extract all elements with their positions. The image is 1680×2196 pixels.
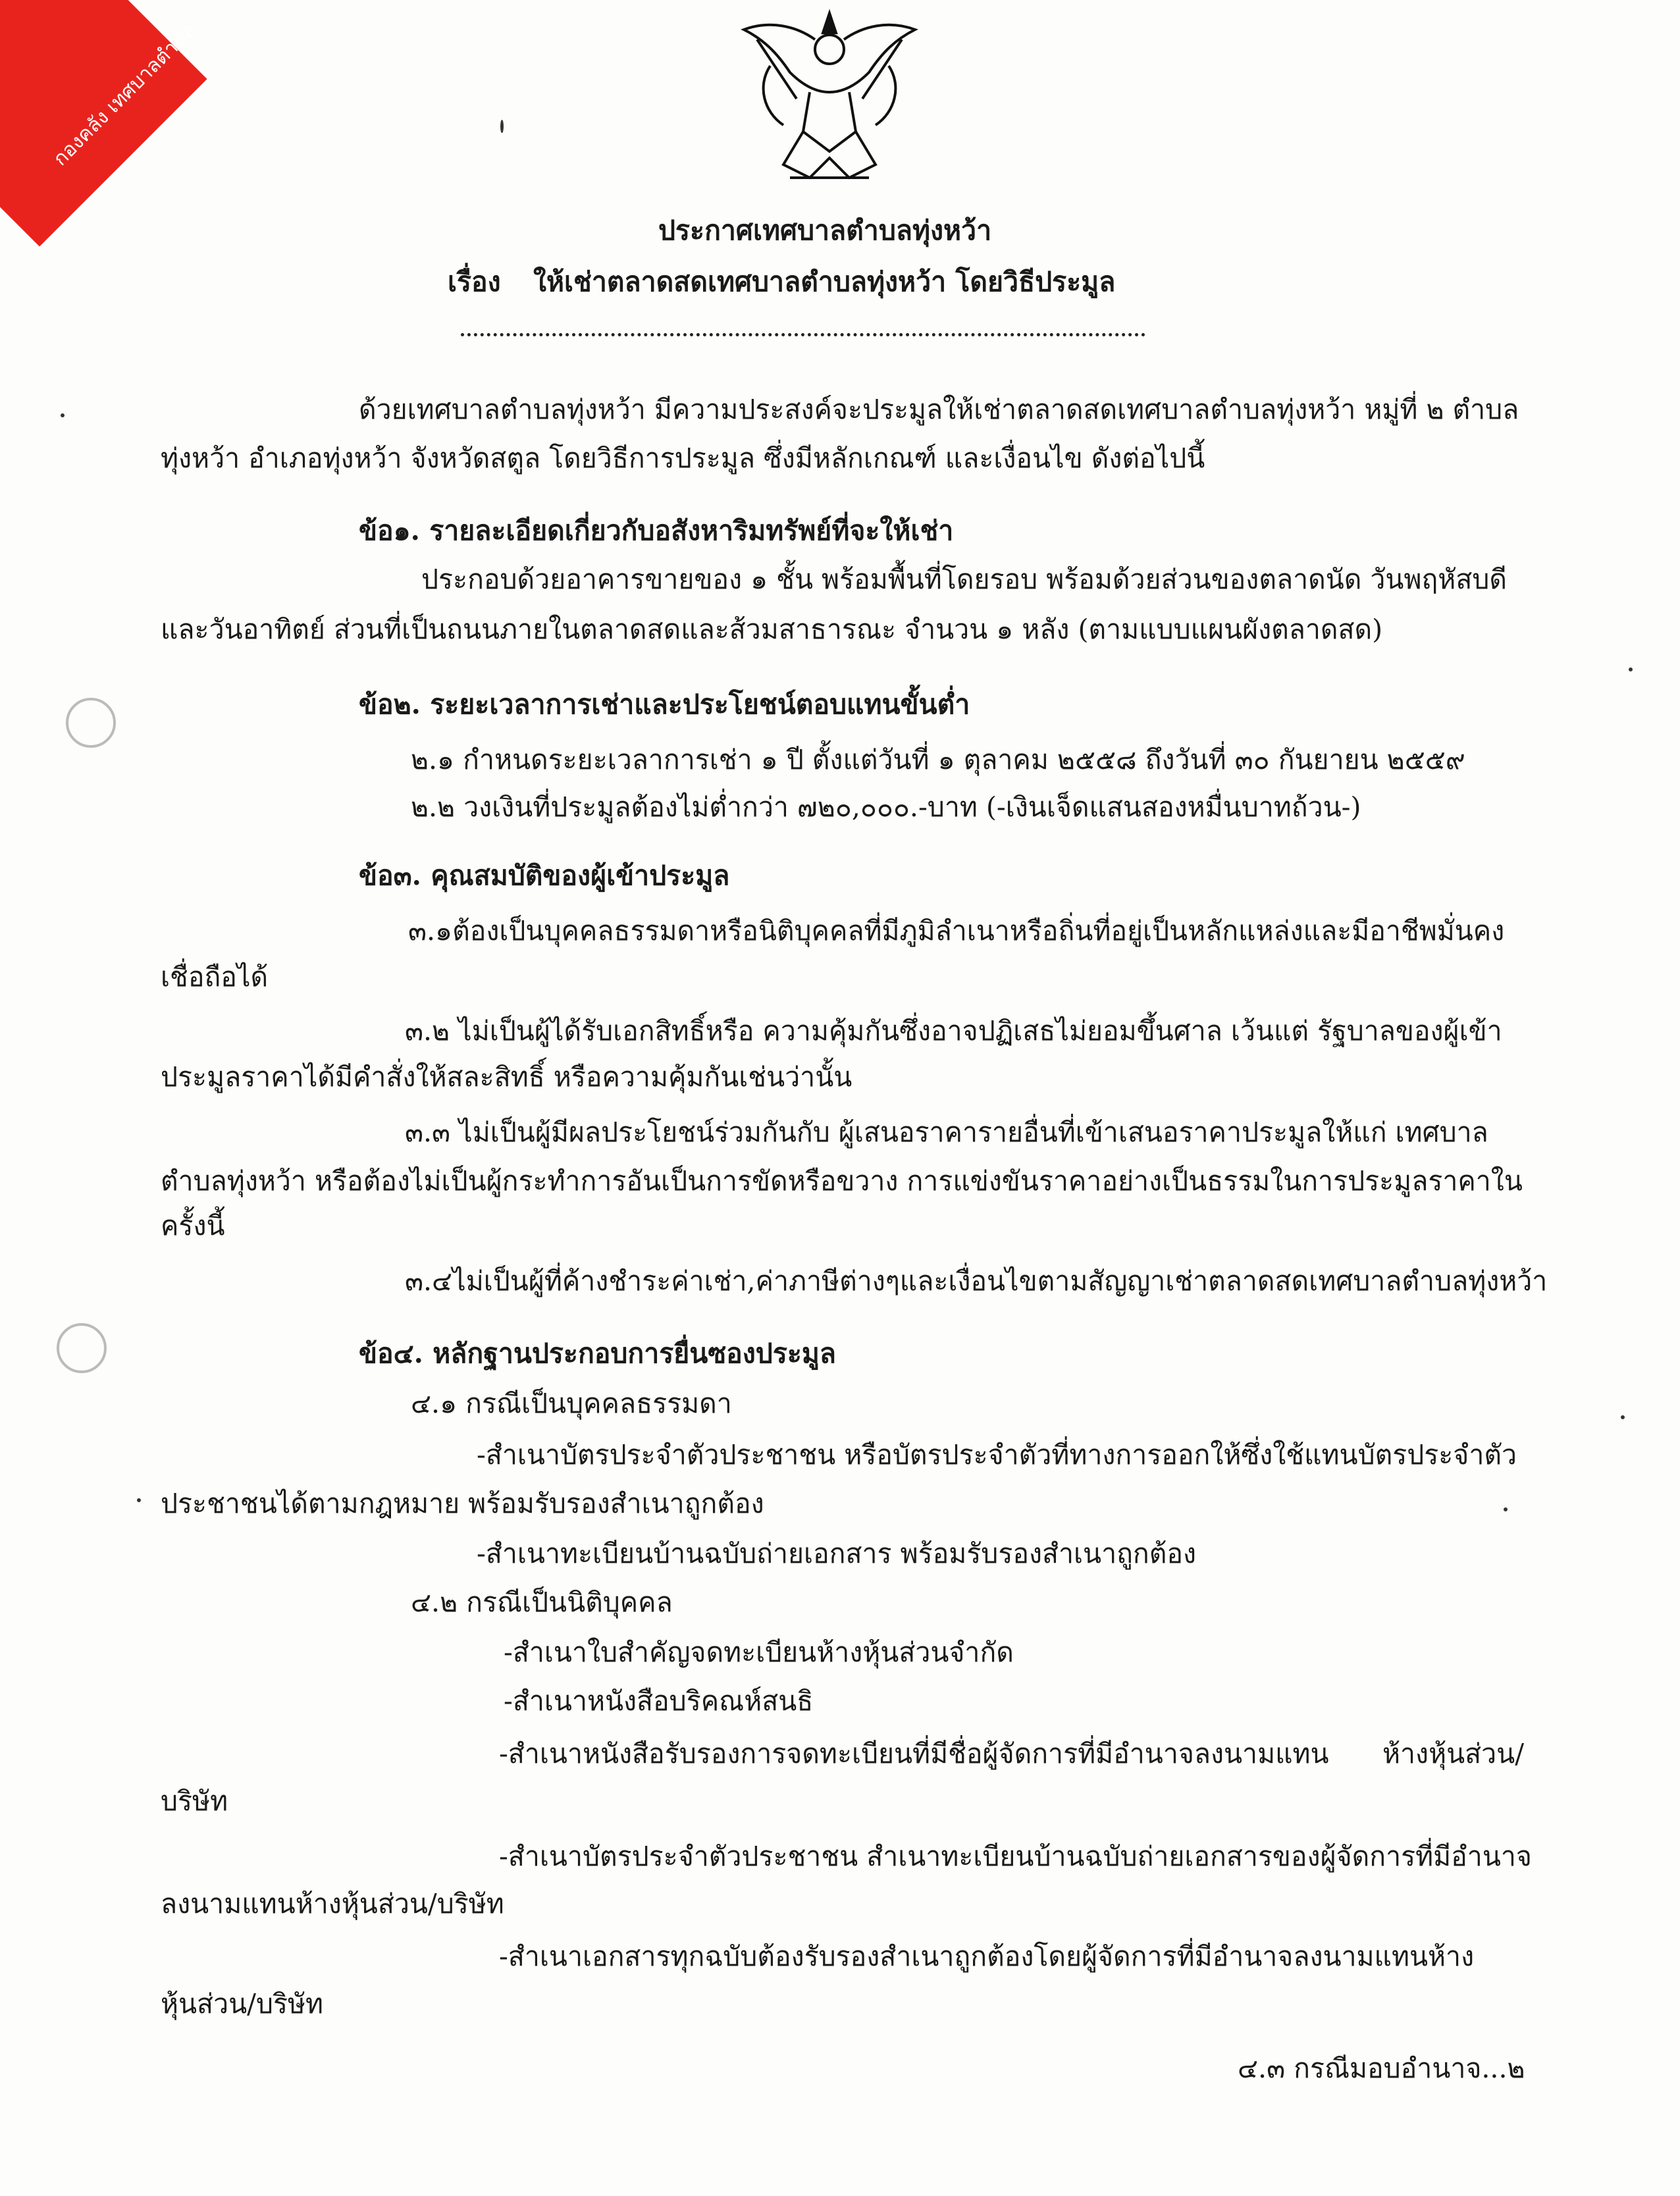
subject-text: ให้เช่าตลาดสดเทศบาลตำบลทุ่งหว้า โดยวิธีประมูล bbox=[533, 266, 1116, 298]
section-3-item-3-line-3: ครั้งนี้ bbox=[161, 1210, 225, 1242]
section-4-sub-2-item-a: -สำเนาใบสำคัญจดทะเบียนห้างหุ้นส่วนจำกัด bbox=[504, 1636, 1014, 1668]
subject-label: เรื่อง bbox=[448, 266, 501, 298]
section-4-sub-2-item-c-line-2: บริษัท bbox=[161, 1785, 228, 1817]
scan-speck bbox=[1629, 667, 1633, 671]
scan-speck bbox=[500, 120, 504, 133]
section-4-sub-1-item-a-line-2: ประชาชนได้ตามกฎหมาย พร้อมรับรองสำเนาถูกต้อง bbox=[161, 1488, 764, 1519]
section-1-line-1: ประกอบด้วยอาคารขายของ ๑ ชั้น พร้อมพื้นที่โดยรอบ พร้อมด้วยส่วนของตลาดนัด วันพฤหัสบดี bbox=[421, 563, 1508, 595]
section-4-sub-2-item-b: -สำเนาหนังสือบริคณห์สนธิ bbox=[504, 1685, 814, 1717]
section-3-heading: ข้อ๓. คุณสมบัติของผู้เข้าประมูล bbox=[359, 860, 730, 891]
scan-speck bbox=[61, 413, 65, 417]
punch-hole-mark bbox=[66, 698, 116, 748]
scan-speck bbox=[1621, 1415, 1625, 1419]
section-4-sub-2: ๔.๒ กรณีเป็นนิติบุคคล bbox=[411, 1586, 673, 1618]
section-3-item-3-line-2: ตำบลทุ่งหว้า หรือต้องไม่เป็นผู้กระทำการอันเป็นการขัดหรือขวาง การแข่งขันราคาอย่างเป็นธรรมในการประมูลราคาใน bbox=[161, 1165, 1523, 1197]
scan-speck bbox=[137, 1498, 141, 1502]
continued-note: ๔.๓ กรณีมอบอำนาจ...๒ bbox=[1238, 2052, 1525, 2084]
section-3-item-1-line-2: เชื่อถือได้ bbox=[161, 961, 269, 993]
section-4-sub-2-item-d-line-2: ลงนามแทนห้างหุ้นส่วน/บริษัท bbox=[161, 1888, 504, 1920]
section-4-sub-2-item-c-line-1: -สำเนาหนังสือรับรองการจดทะเบียนที่มีชื่อผู้จัดการที่มีอำนาจลงนามแทน bbox=[499, 1738, 1329, 1769]
intro-line-1: ด้วยเทศบาลตำบลทุ่งหว้า มีความประสงค์จะประมูลให้เช่าตลาดสดเทศบาลตำบลทุ่งหว้า หมู่ที่ ๒ ตำบล bbox=[359, 394, 1519, 425]
section-4-sub-2-item-c-line-1-end: ห้างหุ้นส่วน/ bbox=[1382, 1738, 1525, 1769]
announcement-title: ประกาศเทศบาลตำบลทุ่งหว้า bbox=[658, 215, 992, 246]
section-4-sub-2-item-e-line-1: -สำเนาเอกสารทุกฉบับต้องรับรองสำเนาถูกต้องโดยผู้จัดการที่มีอำนาจลงนามแทนห้าง bbox=[499, 1941, 1475, 1972]
section-2-item-1: ๒.๑ กำหนดระยะเวลาการเช่า ๑ ปี ตั้งแต่วันที่ ๑ ตุลาคม ๒๕๕๘ ถึงวันที่ ๓๐ กันยายน ๒๕๕๙ bbox=[411, 744, 1465, 775]
section-2-item-2: ๒.๒ วงเงินที่ประมูลต้องไม่ต่ำกว่า ๗๒๐,๐๐๐.-บาท (-เงินเจ็ดแสนสองหมื่นบาทถ้วน-) bbox=[411, 791, 1361, 823]
section-4-sub-1: ๔.๑ กรณีเป็นบุคคลธรรมดา bbox=[411, 1388, 732, 1419]
section-3-item-2-line-1: ๓.๒ ไม่เป็นผู้ได้รับเอกสิทธิ์หรือ ความคุ้มกันซึ่งอาจปฏิเสธไม่ยอมขึ้นศาล เว้นแต่ รัฐบาลของผู้เข้า bbox=[405, 1015, 1502, 1047]
section-4-heading: ข้อ๔. หลักฐานประกอบการยื่นซองประมูล bbox=[359, 1338, 837, 1369]
section-4-sub-1-item-b: -สำเนาทะเบียนบ้านฉบับถ่ายเอกสาร พร้อมรับรองสำเนาถูกต้อง bbox=[477, 1538, 1197, 1569]
section-3-item-4: ๓.๔ไม่เป็นผู้ที่ค้างชำระค่าเช่า,ค่าภาษีต่างๆและเงื่อนไขตามสัญญาเช่าตลาดสดเทศบาลตำบลทุ่งหว้า bbox=[405, 1265, 1548, 1297]
garuda-emblem-icon bbox=[718, 0, 941, 197]
section-2-heading: ข้อ๒. ระยะเวลาการเช่าและประโยชน์ตอบแทนขั้นต่ำ bbox=[359, 689, 970, 720]
dotted-divider bbox=[461, 329, 1145, 336]
section-4-sub-2-item-e-line-2: หุ้นส่วน/บริษัท bbox=[161, 1988, 324, 2020]
section-4-sub-2-item-d-line-1: -สำเนาบัตรประจำตัวประชาชน สำเนาทะเบียนบ้านฉบับถ่ายเอกสารของผู้จัดการที่มีอำนาจ bbox=[499, 1841, 1532, 1872]
section-1-line-2: และวันอาทิตย์ ส่วนที่เป็นถนนภายในตลาดสดและส้วมสาธารณะ จำนวน ๑ หลัง (ตามแบบแผนผังตลาดสด) bbox=[161, 614, 1383, 645]
section-3-item-1-line-1: ๓.๑ต้องเป็นบุคคลธรรมดาหรือนิติบุคคลที่มีภูมิลำเนาหรือถิ่นที่อยู่เป็นหลักแหล่งและมีอาชีพมั่นคง bbox=[408, 915, 1505, 947]
punch-hole-mark bbox=[57, 1323, 107, 1373]
section-3-item-3-line-1: ๓.๓ ไม่เป็นผู้มีผลประโยชน์ร่วมกันกับ ผู้เสนอราคารายอื่นที่เข้าเสนอราคาประมูลให้แก่ เทศบาล bbox=[405, 1116, 1488, 1148]
section-3-item-2-line-2: ประมูลราคาได้มีคำสั่งให้สละสิทธิ์ หรือความคุ้มกันเช่นว่านั้น bbox=[161, 1061, 853, 1093]
section-4-sub-1-item-a-line-1: -สำเนาบัตรประจำตัวประชาชน หรือบัตรประจำตัวที่ทางการออกให้ซึ่งใช้แทนบัตรประจำตัว bbox=[477, 1439, 1517, 1471]
stamp-text: กองคลัง เทศบาลตำบล bbox=[49, 18, 201, 170]
scan-speck bbox=[1504, 1507, 1508, 1511]
section-1-heading: ข้อ๑. รายละเอียดเกี่ยวกับอสังหาริมทรัพย์ที่จะให้เช่า bbox=[359, 515, 954, 546]
intro-line-2: ทุ่งหว้า อำเภอทุ่งหว้า จังหวัดสตูล โดยวิธีการประมูล ซึ่งมีหลักเกณฑ์ และเงื่อนไข ดังต่อไปนี้ bbox=[161, 442, 1205, 474]
